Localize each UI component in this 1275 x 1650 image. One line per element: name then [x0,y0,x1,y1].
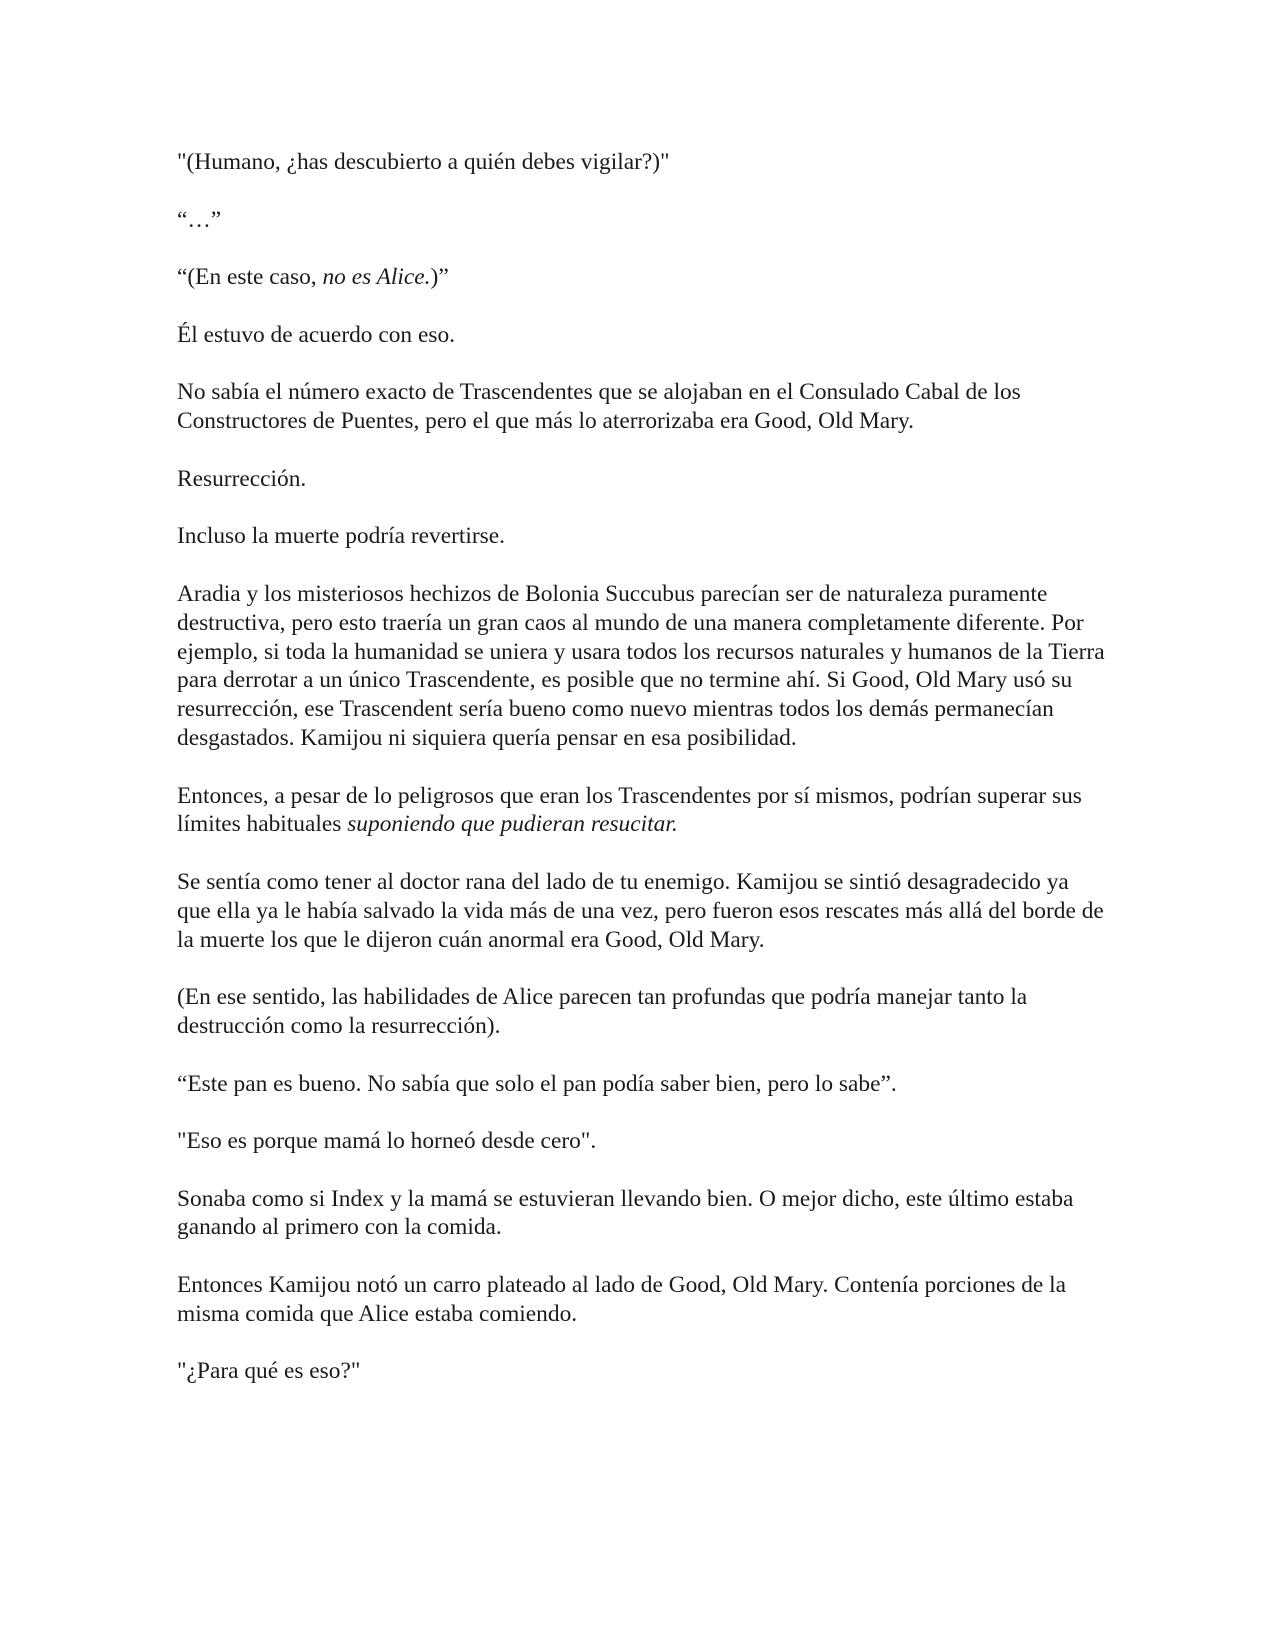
paragraph-15: Entonces Kamijou notó un carro plateado al lado de Good, Old Mary. Contenía porciones de la misma comida que Alice estaba comiendo. [177,1272,1067,1327]
paragraph-1: "(Humano, ¿has descubierto a quién debes vigilar?)" [177,149,670,175]
paragraph-8: Aradia y los misteriosos hechizos de Bolonia Succubus parecían ser de naturaleza puramente destructiva, pero esto traería un gran caos al mundo de una manera completamente diferente. Por ejemplo, si toda la humanidad se uniera y usara todos los recursos naturales y humanos de la Tierra para derrotar a un único Trascendente, es posible que no termine ahí. Si Good, Old Mary usó su resurrección, ese Trascendent sería bueno como nuevo mientras todos los demás permanecían desgastados. Kamijou ni siquiera quería pensar en esa posibilidad. [177,580,1105,751]
paragraph-7: Incluso la muerte podría revertirse. [177,523,505,550]
paragraph-9-italic: suponiendo que pudieran resucitar. [347,811,678,838]
paragraph-10: Se sentía como tener al doctor rana del lado de tu enemigo. Kamijou se sintió desagradecido ya que ella ya le había salvado la vida más de una vez, pero fueron esos rescates más allá del borde de la muerte los que le dijeron cuán anormal era Good, Old Mary. [177,868,1104,953]
paragraph-9 [177,782,1107,840]
paragraph-14: Sonaba como si Index y la mamá se estuvieran llevando bien. O mejor dicho, este último estaba ganando al primero con la comida. [177,1185,1074,1241]
paragraph-5: No sabía el número exacto de Trascendentes que se alojaban en el Consulado Cabal de los Constructores de Puentes, pero el que más lo aterrorizaba era Good, Old Mary. [177,379,1021,435]
paragraph-4: Él estuvo de acuerdo con eso. [177,321,455,348]
paragraph-13: "Eso es porque mamá lo horneó desde cero". [177,1128,597,1155]
paragraph-3 [177,263,1107,292]
document-page [177,148,1107,1415]
paragraph-6: Resurrección. [177,465,307,492]
paragraph-12: “Este pan es bueno. No sabía que solo el pan podía saber bien, pero lo sabe”. [177,1070,897,1097]
paragraph-9-start: Entonces, a pesar de lo peligrosos que eran los Trascendentes por sí mismos, podrían superar sus límites habituales [177,782,1082,838]
paragraph-2: “…” [177,206,222,233]
paragraph-3-italic: no es Alice. [322,264,431,291]
paragraph-3-end: )” [430,264,449,291]
paragraph-16: "¿Para qué es eso?" [177,1358,361,1385]
paragraph-11: (En ese sentido, las habilidades de Alice parecen tan profundas que podría manejar tanto la destrucción como la resurrección). [177,984,1028,1039]
paragraph-3-start: “(En este caso, [177,264,323,291]
